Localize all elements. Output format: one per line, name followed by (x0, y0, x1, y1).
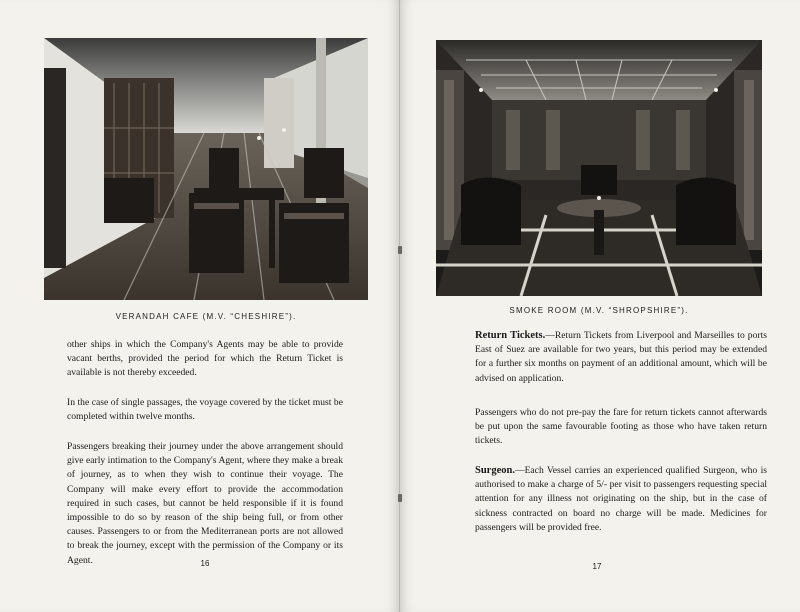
surgeon-text: —Each Vessel carries an experienced qualified Surgeon, who is authorised to make a charge of 5/- per visit to passengers requesting special attention for any illness not originating on the ship, but in the case of sickness contracted on board no charge will be made. Medicines for passengers will be provided free. (475, 465, 767, 533)
page-number-left: 16 (200, 559, 210, 568)
paragraph-single-passages: In the case of single passages, the voyage covered by the ticket must be completed within twelve months. (67, 397, 343, 423)
paragraph-surgeon (475, 464, 767, 535)
page-number-right: 17 (592, 562, 602, 571)
heading-surgeon: Surgeon. (475, 465, 515, 476)
smoke-room-photo (436, 40, 762, 296)
paragraph-return-tickets (475, 329, 767, 386)
paragraph-prepay: Passengers who do not pre-pay the fare for return tickets cannot afterwards be put upon the same favourable footing as those who have taken return tickets. (475, 407, 767, 447)
photo-caption-smoke-room: SMOKE ROOM (M.V. “SHROPSHIRE”). (509, 306, 689, 315)
return-tickets-text: —Return Tickets from Liverpool and Marseilles to ports East of Suez are available for two years, but this period may be extended for a further six months on payment of an additional amount, which will be advised on application. (475, 330, 767, 384)
paragraph-vacant-berths: other ships in which the Company's Agents may be able to provide vacant berths, provided the period for which the Return Ticket is available is not thereby exceeded. (67, 339, 343, 379)
heading-return-tickets: Return Tickets. (475, 330, 546, 341)
right-page (400, 0, 800, 612)
photo-caption-verandah-cafe: VERANDAH CAFE (M.V. “CHESHIRE”). (115, 312, 297, 321)
binding-staple-top (398, 246, 402, 254)
binding-staple-bottom (398, 494, 402, 502)
verandah-cafe-photo (44, 38, 368, 300)
paragraph-breaking-journey: Passengers breaking their journey under the above arrangement should give early intimation to the Company's Agent, where they make a break of journey, as to when they wish to continue their voyage. The Company will make every effort to provide the accommodation required in such cases, but cannot be held responsible if it is found impossible to do so by reason of the ship being full, or from other causes. Passengers to or from the Mediterranean ports are not allowed to break the journey, except with the permission of the Company or its Agent. (67, 441, 343, 566)
